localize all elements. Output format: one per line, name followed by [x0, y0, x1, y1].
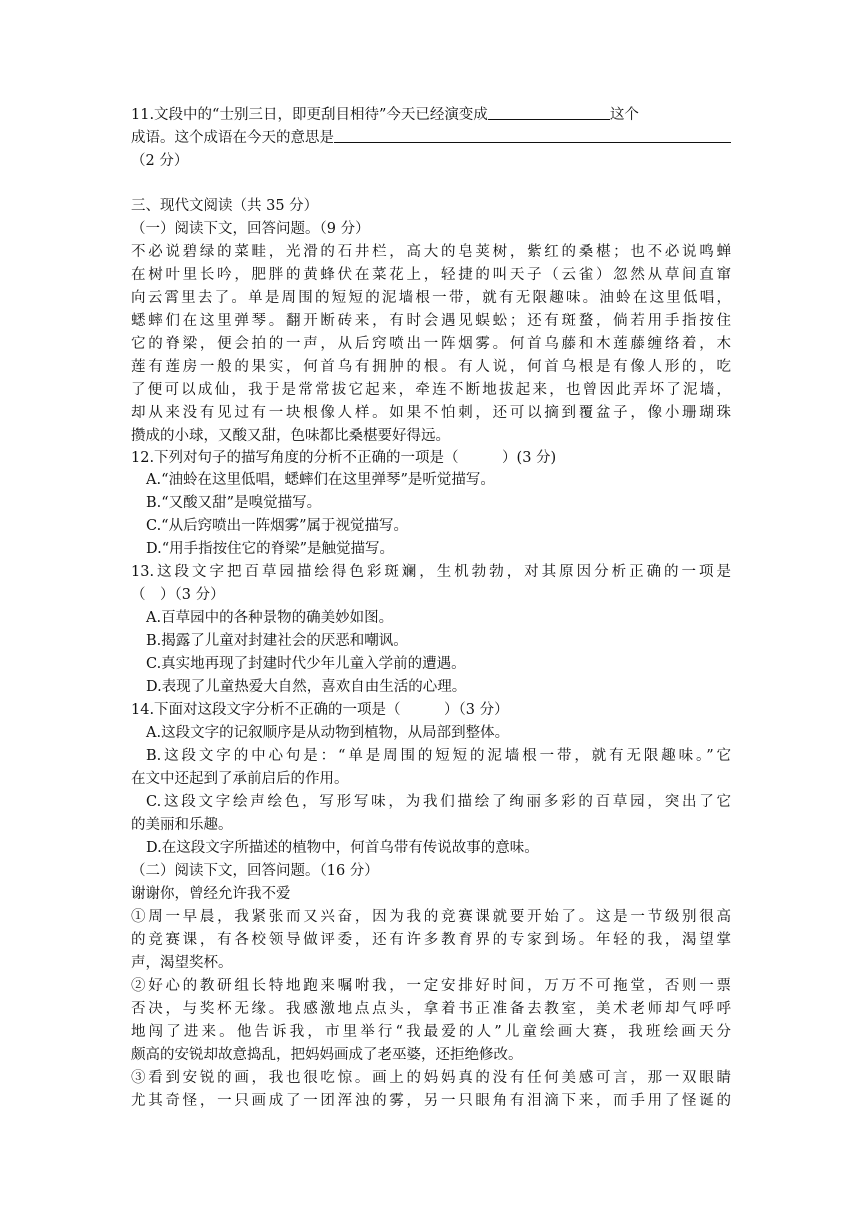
q13-stem-line2: （ ）（3 分） — [131, 587, 225, 603]
passage2-line: ①周一早晨，我紧张而又兴奋，因为我的竞赛课就要开始了。这是一节级别很高 — [131, 909, 731, 925]
q11-score: （2 分） — [131, 153, 189, 169]
q11-text-a: 11.文段中的“士别三日，即更刮目相待”今天已经演变成 — [131, 107, 488, 123]
q14-option-d[interactable]: D.在这段文字所描述的植物中，何首乌带有传说故事的意味。 — [146, 840, 539, 856]
q13-option-d[interactable]: D.表现了儿童热爱大自然，喜欢自由生活的心理。 — [146, 679, 467, 695]
q11-blank-idiom[interactable] — [488, 104, 610, 120]
passage2-line: 声，渴望奖杯。 — [131, 955, 233, 971]
passage1-line: 却从来没有见过有一块根像人样。如果不怕刺，还可以摘到覆盆子，像小珊瑚珠 — [131, 405, 731, 421]
passage2-line: ②好心的教研组长特地跑来嘱咐我，一定安排好时间，万万不可拖堂，否则一票 — [131, 978, 731, 994]
q11-text-b: 这个 — [609, 107, 639, 123]
passage2-line: 的竞赛课，有各校领导做评委，还有许多教育界的专家到场。年轻的我，渴望掌 — [131, 932, 731, 948]
q11-line1 — [131, 104, 731, 127]
passage2-line: 尤其奇怪，一只画成了一团浑浊的雾，另一只眼角有泪滴下来，而手用了怪诞的 — [131, 1093, 731, 1109]
q11-blank-meaning[interactable] — [334, 127, 731, 143]
passage2-line: 地闯了进来。他告诉我，市里举行“我最爱的人”儿童绘画大赛，我班绘画天分 — [131, 1024, 731, 1040]
passage2-line: 否决，与奖杯无缘。我感激地点点头，拿着书正准备去教室，美术老师却气呼呼 — [131, 1001, 731, 1017]
passage1-line: 它的脊梁，便会拍的一声，从后窍喷出一阵烟雾。何首乌藤和木莲藤缠络着，木 — [131, 336, 731, 352]
section3-heading: 三、现代文阅读（共 35 分） — [131, 198, 319, 214]
part2-heading: （二）阅读下文，回答问题。（16 分） — [131, 863, 379, 879]
q11-line2 — [131, 127, 731, 150]
q14-option-b-line2: 在文中还起到了承前启后的作用。 — [131, 771, 349, 787]
q13-stem-line1: 13.这段文字把百草园描绘得色彩斑斓，生机勃勃，对其原因分析正确的一项是 — [131, 564, 731, 580]
q12-stem: 12.下列对句子的描写角度的分析不正确的一项是（ ）(3 分) — [131, 450, 557, 466]
q14-option-c-line2: 的美丽和乐趣。 — [131, 817, 233, 833]
q13-option-b[interactable]: B.揭露了儿童对封建社会的厌恶和嘲讽。 — [146, 633, 408, 649]
passage1-line: 向云霄里去了。单是周围的短短的泥墙根一带，就有无限趣味。油蛉在这里低唱， — [131, 290, 731, 306]
q13-option-a[interactable]: A.百草园中的各种景物的确美妙如图。 — [146, 610, 394, 626]
q14-option-a[interactable]: A.这段文字的记叙顺序是从动物到植物，从局部到整体。 — [146, 725, 510, 741]
q12-option-d[interactable]: D.“用手指按住它的脊梁”是触觉描写。 — [146, 541, 395, 557]
passage2-line: 颇高的安锐却故意捣乱，把妈妈画成了老巫婆，还拒绝修改。 — [131, 1047, 523, 1063]
passage1-line: 在树叶里长吟，肥胖的黄蜂伏在菜花上，轻捷的叫天子（云雀）忽然从草间直窜 — [131, 267, 731, 283]
passage1-line: 莲有莲房一般的果实，何首乌有拥肿的根。有人说，何首乌根是有像人形的，吃 — [131, 359, 731, 375]
passage1-line: 攒成的小球，又酸又甜，色味都比桑椹要好得远。 — [131, 428, 450, 444]
passage1-line: 了便可以成仙，我于是常常拔它起来，牵连不断地拔起来，也曾因此弄坏了泥墙， — [131, 382, 731, 398]
passage1-line: 不必说碧绿的菜畦，光滑的石井栏，高大的皂荚树，紫红的桑椹；也不必说鸣蝉 — [131, 244, 731, 260]
q13-option-c[interactable]: C.真实地再现了封建时代少年儿童入学前的遭遇。 — [146, 656, 466, 672]
passage2-line: ③看到安锐的画，我也很吃惊。画上的妈妈真的没有任何美感可言，那一双眼睛 — [131, 1070, 731, 1086]
q12-option-a[interactable]: A.“油蛉在这里低唱，蟋蟀们在这里弹琴”是听觉描写。 — [146, 472, 495, 488]
passage1-line: 蟋蟀们在这里弹琴。翻开断砖来，有时会遇见蜈蚣；还有斑蝥，倘若用手指按住 — [131, 313, 731, 329]
passage2-title: 谢谢你，曾经允许我不爱 — [131, 886, 291, 902]
q12-option-b[interactable]: B.“又酸又甜”是嗅觉描写。 — [146, 495, 322, 511]
q14-option-c-line1[interactable]: C.这段文字绘声绘色，写形写味，为我们描绘了绚丽多彩的百草园，突出了它 — [146, 794, 731, 810]
q11-text-c: 成语。这个成语在今天的意思是 — [131, 130, 334, 146]
q12-option-c[interactable]: C.“从后窍喷出一阵烟雾”属于视觉描写。 — [146, 518, 409, 534]
part1-heading: （一）阅读下文，回答问题。（9 分） — [131, 221, 370, 237]
q14-option-b-line1[interactable]: B.这段文字的中心句是：“单是周围的短短的泥墙根一带，就有无限趣味。”它 — [146, 748, 731, 764]
q14-stem: 14.下面对这段文字分析不正确的一项是（ ）（3 分） — [131, 702, 509, 718]
